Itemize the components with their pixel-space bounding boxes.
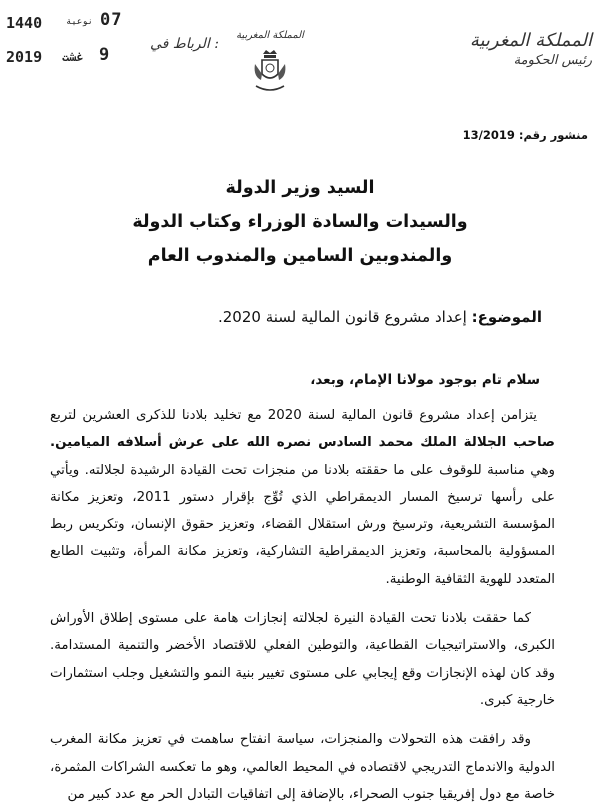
subject-text: إعداد مشروع قانون المالية لسنة 2020. bbox=[217, 308, 467, 326]
addressee-line: والسيدات والسادة الوزراء وكتاب الدولة bbox=[132, 212, 468, 232]
addressee-line: السيد وزير الدولة bbox=[225, 178, 375, 198]
coat-of-arms-icon bbox=[253, 50, 287, 94]
body-paragraph bbox=[50, 402, 555, 593]
circular-number: منشور رقم: 13/2019 bbox=[462, 128, 588, 142]
body-paragraph: وقد رافقت هذه التحولات والمنجزات، سياسة انفتاح ساهمت في تعزيز مكانة المغرب الدولية والاندماج التدريجي لاقتصاده في المحيط العالمي، وهو ما تعكسه الشراكات المثمرة، خاصة مع دول إفريقيا جنوب الصحراء، بالإضافة إلى اتفاقيات التبادل الحر مع عدد كبير من bbox=[50, 732, 555, 802]
stamp-number-label: نوعية bbox=[66, 17, 94, 27]
emblem-script: المملكة المغربية bbox=[236, 30, 304, 41]
addressee-line: والمندوبين السامين والمندوب العام bbox=[147, 246, 453, 266]
stamp-month: غشت bbox=[62, 50, 84, 64]
subject-line bbox=[218, 308, 542, 326]
paragraph-text: يتزامن إعداد مشروع قانون المالية لسنة 2020 مع تخليد بلادنا للذكرى العشرين لتربع bbox=[50, 408, 537, 423]
stamp-day: 9 bbox=[99, 45, 110, 65]
highlighted-text: صاحب الجلالة الملك محمد السادس نصره الله على عرش أسلافه الميامين. bbox=[50, 435, 555, 451]
letterhead bbox=[470, 30, 592, 68]
greeting: سلام تام بوجود مولانا الإمام، وبعد، bbox=[310, 372, 540, 388]
kingdom-name: المملكة المغربية bbox=[469, 30, 592, 51]
stamp-number: 1440 bbox=[6, 14, 43, 32]
paragraph-text: وهي مناسبة للوقوف على ما حققته بلادنا من منجزات تحت القيادة الرشيدة لجلالته. ويأتي على رأسها ترسيخ المسار الديمقراطي الذي تُوِّج بإقرار دستور 2011، وتعزيز مكانة المؤسسة التشريعية، وترسيخ ورش استقلال القضاء، وتعزيز حقوق الإنسان، وتكريس ربط المسؤولية بالمحاسبة، وتعزيز الديمقراطية التشاركية، وتعزيز مكانة المرأة، وتثبيت الطابع المتعدد للهوية الثقافية الوطنية. bbox=[50, 462, 556, 587]
stamp-number-value: 07 bbox=[100, 10, 123, 30]
rabat-date-label: الرباط في : bbox=[150, 36, 219, 52]
coat-of-arms bbox=[225, 30, 315, 102]
stamp-year: 2019 bbox=[6, 48, 43, 66]
head-of-government: رئيس الحكومة bbox=[513, 53, 592, 68]
registration-stamp bbox=[4, 8, 154, 70]
letter-body bbox=[50, 402, 555, 808]
body-paragraph: كما حققت بلادنا تحت القيادة النيرة لجلالته إنجازات هامة على مستوى إطلاق الأوراش الكبرى، والاستراتيجيات القطاعية، والتوطين الفعلي للاقتصاد الأخضر والتنمية المستدامة. وقد كان لهذه الإنجازات وقع إيجابي على مستوى تغيير بنية النمو والتشغيل وجلب استثمارات خارجية كبرى. bbox=[50, 611, 555, 708]
subject-label: الموضوع: bbox=[471, 308, 542, 326]
